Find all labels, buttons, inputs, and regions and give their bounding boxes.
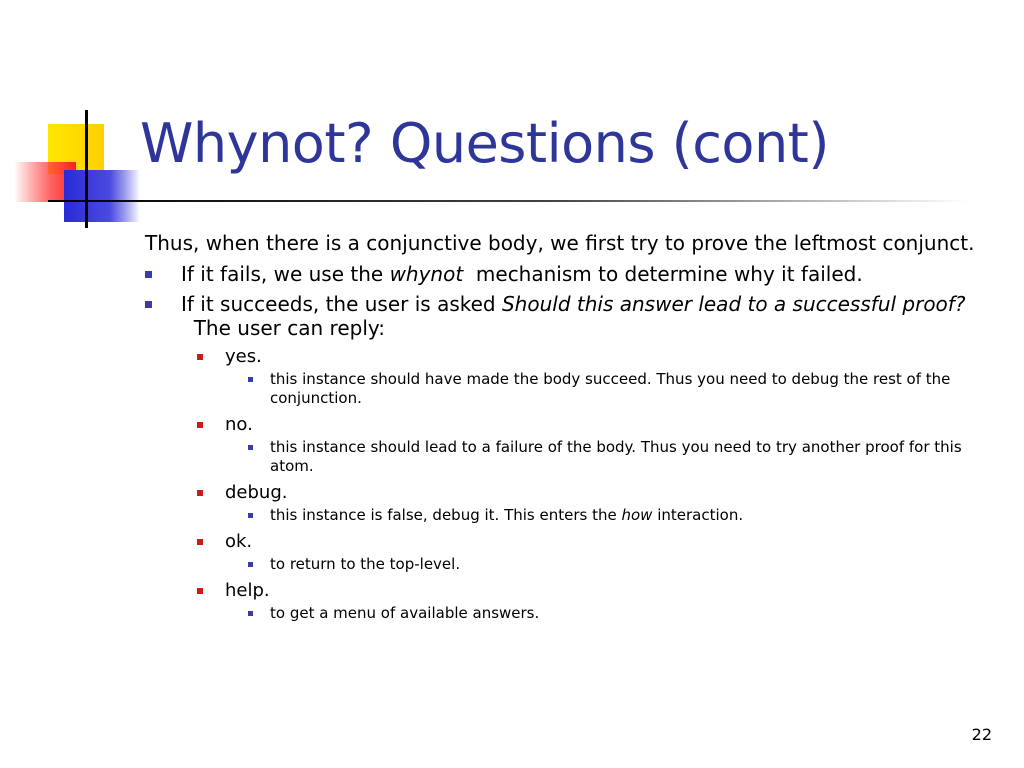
square-bullet-icon bbox=[145, 301, 152, 308]
reply-item bbox=[225, 346, 1005, 368]
bullet-emphasis: whynot bbox=[389, 262, 464, 286]
reply-detail-text: to get a menu of available answers. bbox=[270, 604, 540, 622]
reply-detail bbox=[270, 370, 990, 408]
reply-detail-text: this instance should lead to a failure of the body. Thus you need to try another proof for this atom. bbox=[270, 438, 962, 475]
reply-detail bbox=[270, 604, 990, 623]
decorative-logo bbox=[0, 0, 140, 240]
page-number: 22 bbox=[971, 725, 992, 744]
square-bullet-icon bbox=[197, 422, 203, 428]
title-divider bbox=[48, 200, 968, 202]
reply-detail bbox=[270, 555, 990, 574]
bullet-text: If it fails, we use the bbox=[181, 262, 390, 286]
reply-label: help. bbox=[225, 580, 270, 601]
bullet-text: mechanism to determine why it failed. bbox=[463, 262, 863, 286]
blue-square bbox=[64, 170, 140, 222]
intro-text: Thus, when there is a conjunctive body, we first try to prove the leftmost conjunct. bbox=[145, 231, 975, 255]
slide-body bbox=[145, 228, 1005, 629]
square-bullet-icon bbox=[248, 611, 253, 616]
reply-label: yes. bbox=[225, 346, 262, 367]
square-bullet-icon bbox=[197, 539, 203, 545]
reply-detail-emphasis: how bbox=[621, 506, 653, 524]
reply-label: debug. bbox=[225, 482, 288, 503]
reply-detail-text: this instance should have made the body succeed. Thus you need to debug the rest of the conjunction. bbox=[270, 370, 951, 407]
square-bullet-icon bbox=[197, 490, 203, 496]
reply-label: ok. bbox=[225, 531, 253, 552]
reply-detail-text: interaction. bbox=[652, 506, 744, 524]
reply-label: no. bbox=[225, 414, 253, 435]
bullet-text: The user can reply: bbox=[181, 316, 385, 340]
reply-detail bbox=[270, 438, 990, 476]
square-bullet-icon bbox=[248, 562, 253, 567]
reply-detail bbox=[270, 506, 990, 525]
reply-item bbox=[225, 482, 1005, 504]
bullet-item bbox=[145, 292, 1005, 340]
reply-item bbox=[225, 531, 1005, 553]
reply-detail-text: to return to the top-level. bbox=[270, 555, 461, 573]
square-bullet-icon bbox=[248, 377, 253, 382]
square-bullet-icon bbox=[197, 354, 203, 360]
reply-item bbox=[225, 414, 1005, 436]
reply-item bbox=[225, 580, 1005, 602]
square-bullet-icon bbox=[248, 513, 253, 518]
reply-detail-text: this instance is false, debug it. This enters the bbox=[270, 506, 622, 524]
bullet-emphasis: Should this answer lead to a successful proof? bbox=[501, 292, 966, 316]
slide-title: Whynot? Questions (cont) bbox=[140, 112, 829, 175]
square-bullet-icon bbox=[197, 588, 203, 594]
square-bullet-icon bbox=[145, 271, 152, 278]
square-bullet-icon bbox=[248, 445, 253, 450]
vertical-line bbox=[85, 110, 88, 228]
bullet-item bbox=[145, 262, 1005, 286]
bullet-text: If it succeeds, the user is asked bbox=[181, 292, 502, 316]
